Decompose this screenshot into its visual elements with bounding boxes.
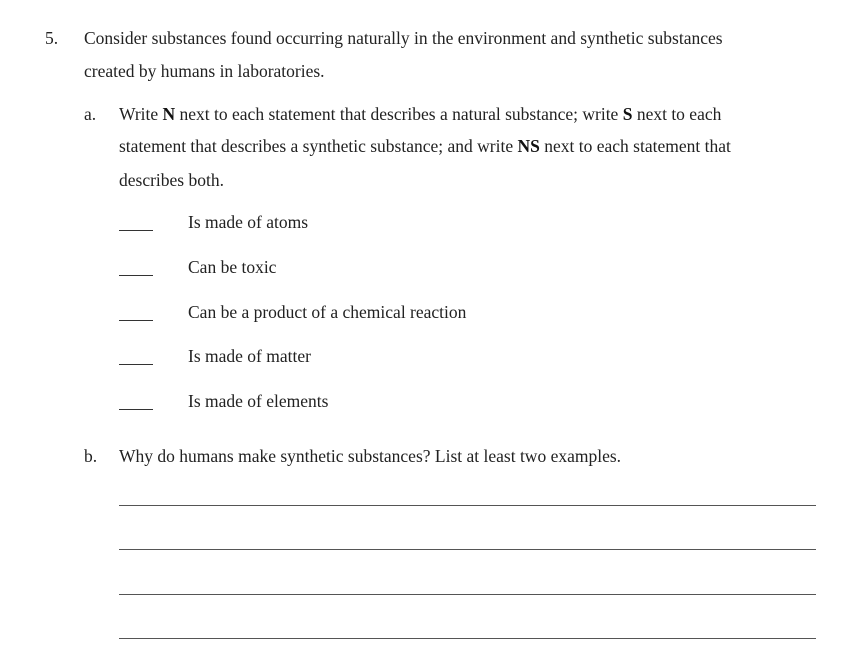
answer-blank-5[interactable] (119, 409, 153, 410)
part-b-prompt: Why do humans make synthetic substances? List at least two examples. (119, 446, 622, 466)
question-number: 5. (45, 28, 59, 48)
answer-line-4[interactable] (119, 638, 816, 639)
statement-4: Is made of matter (188, 346, 311, 366)
synthetic-code: S (622, 104, 633, 124)
answer-blank-2[interactable] (119, 275, 153, 276)
question-prompt-line-1: Consider substances found occurring naturally in the environment and synthetic substances (84, 28, 723, 48)
answer-line-1[interactable] (119, 505, 816, 506)
question-prompt-line-2: created by humans in laboratories. (84, 61, 325, 81)
statement-1: Is made of atoms (188, 212, 309, 232)
part-a-instruction-line-2: statement that describes a synthetic substance; and write NS next to each statement that (119, 136, 731, 156)
both-code: NS (517, 136, 540, 156)
statement-5: Is made of elements (188, 391, 329, 411)
answer-blank-3[interactable] (119, 320, 153, 321)
statement-3: Can be a product of a chemical reaction (188, 302, 467, 322)
part-a-instruction-line-3: describes both. (119, 170, 224, 190)
answer-blank-1[interactable] (119, 230, 153, 231)
natural-code: N (162, 104, 176, 124)
part-a-instruction-line-1: Write N next to each statement that describes a natural substance; write S next to each (119, 104, 722, 124)
answer-blank-4[interactable] (119, 364, 153, 365)
part-b-label: b. (84, 446, 98, 466)
answer-line-3[interactable] (119, 594, 816, 595)
part-a-label: a. (84, 104, 97, 124)
answer-line-2[interactable] (119, 549, 816, 550)
statement-2: Can be toxic (188, 257, 277, 277)
